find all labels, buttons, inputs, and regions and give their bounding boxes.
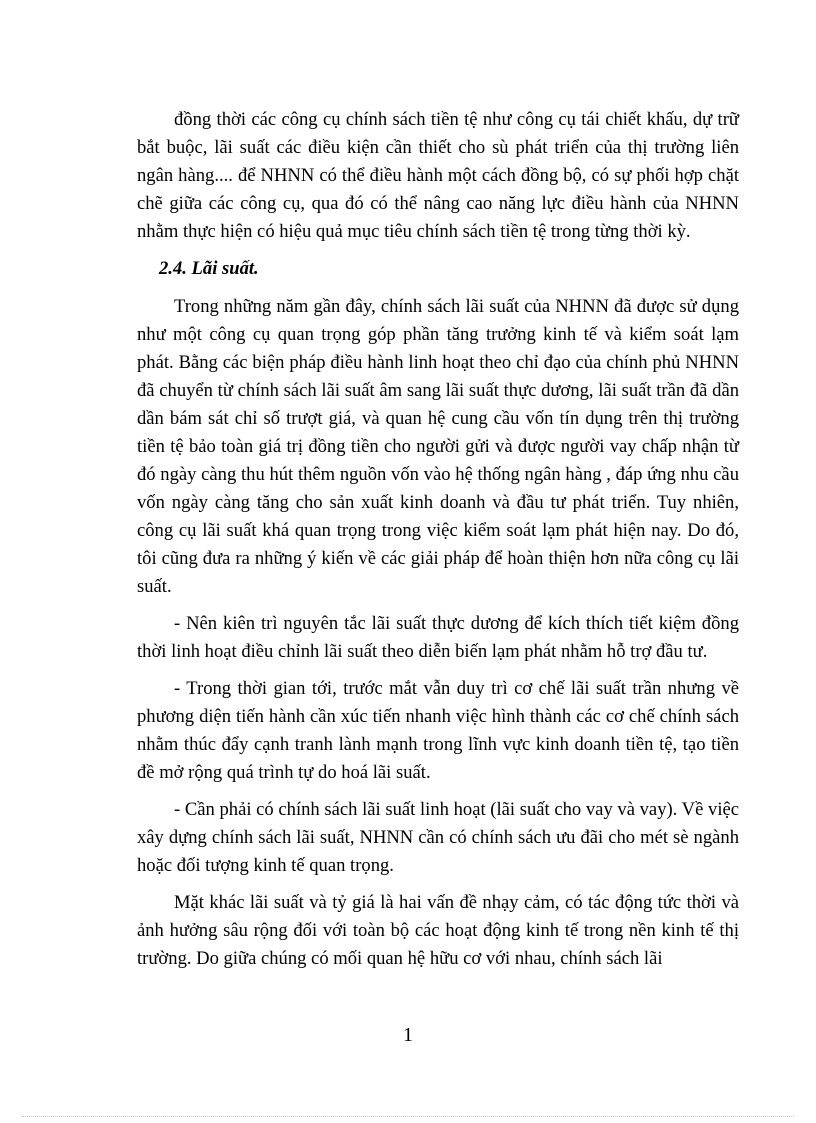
document-body	[137, 106, 739, 982]
paragraph-interest-policy: Trong những năm gần đây, chính sách lãi suất của NHNN đã được sử dụng như một công cụ quan trọng góp phần tăng trưởng kinh tế và kiểm soát lạm phát. Bằng các biện pháp điều hành linh hoạt theo chỉ đạo của chính phủ NHNN đã chuyển từ chính sách lãi suất âm sang lãi suất thực dương, lãi suất trần đã dần dần bám sát chỉ số trượt giá, và quan hệ cung cầu vốn tín dụng trên thị trường tiền tệ bảo toàn giá trị đồng tiền cho người gửi và được người vay chấp nhận từ đó ngày càng thu hút thêm nguồn vốn vào hệ thống ngân hàng , đáp ứng nhu cầu vốn ngày càng tăng cho sản xuất kinh doanh và đầu tư phát triển. Tuy nhiên, công cụ lãi suất khá quan trọng trong việc kiểm soát lạm phát hiện nay. Do đó, tôi cũng đưa ra những ý kiến về các giải pháp để hoàn thiện hơn nữa công cụ lãi suất.	[137, 296, 739, 597]
section-heading: 2.4. Lãi suất.	[159, 258, 259, 279]
page-bottom-divider	[22, 1116, 794, 1117]
paragraph-bullet-flexible-policy: - Cần phải có chính sách lãi suất linh hoạt (lãi suất cho vay và vay). Về việc xây dựng chính sách lãi suất, NHNN cần có chính sách ưu đãi cho mét sè ngành hoặc đối tượng kinh tế quan trọng.	[137, 799, 739, 876]
paragraph-intro: đồng thời các công cụ chính sách tiền tệ như công cụ tái chiết khấu, dự trữ bắt buộc, lãi suất các điều kiện cần thiết cho sù phát triển của thị trường liên ngân hàng.... để NHNN có thể điều hành một cách đồng bộ, có sự phối hợp chặt chẽ giữa các công cụ, qua đó có thể nâng cao năng lực điều hành của NHNN nhằm thực hiện có hiệu quả mục tiêu chính sách tiền tệ trong từng thời kỳ.	[137, 109, 739, 242]
paragraph-bullet-ceiling-rate: - Trong thời gian tới, trước mắt vẫn duy trì cơ chế lãi suất trần nhưng về phương diện tiến hành cần xúc tiến nhanh việc hình thành các cơ chế chính sách nhằm thúc đẩy cạnh tranh lành mạnh trong lĩnh vực kinh doanh tiền tệ, tạo tiền đề mở rộng quá trình tự do hoá lãi suất.	[137, 678, 739, 783]
page-number: 1	[403, 1024, 413, 1046]
paragraph-bullet-real-positive-rate: - Nên kiên trì nguyên tắc lãi suất thực dương để kích thích tiết kiệm đồng thời linh hoạt điều chỉnh lãi suất theo diễn biến lạm phát nhằm hỗ trợ đầu tư.	[137, 613, 739, 662]
paragraph-exchange-rate: Mặt khác lãi suất và tỷ giá là hai vấn đề nhạy cảm, có tác động tức thời và ảnh hưởng sâu rộng đối với toàn bộ các hoạt động kinh tế trong nền kinh tế thị trường. Do giữa chúng có mối quan hệ hữu cơ với nhau, chính sách lãi	[137, 892, 739, 969]
